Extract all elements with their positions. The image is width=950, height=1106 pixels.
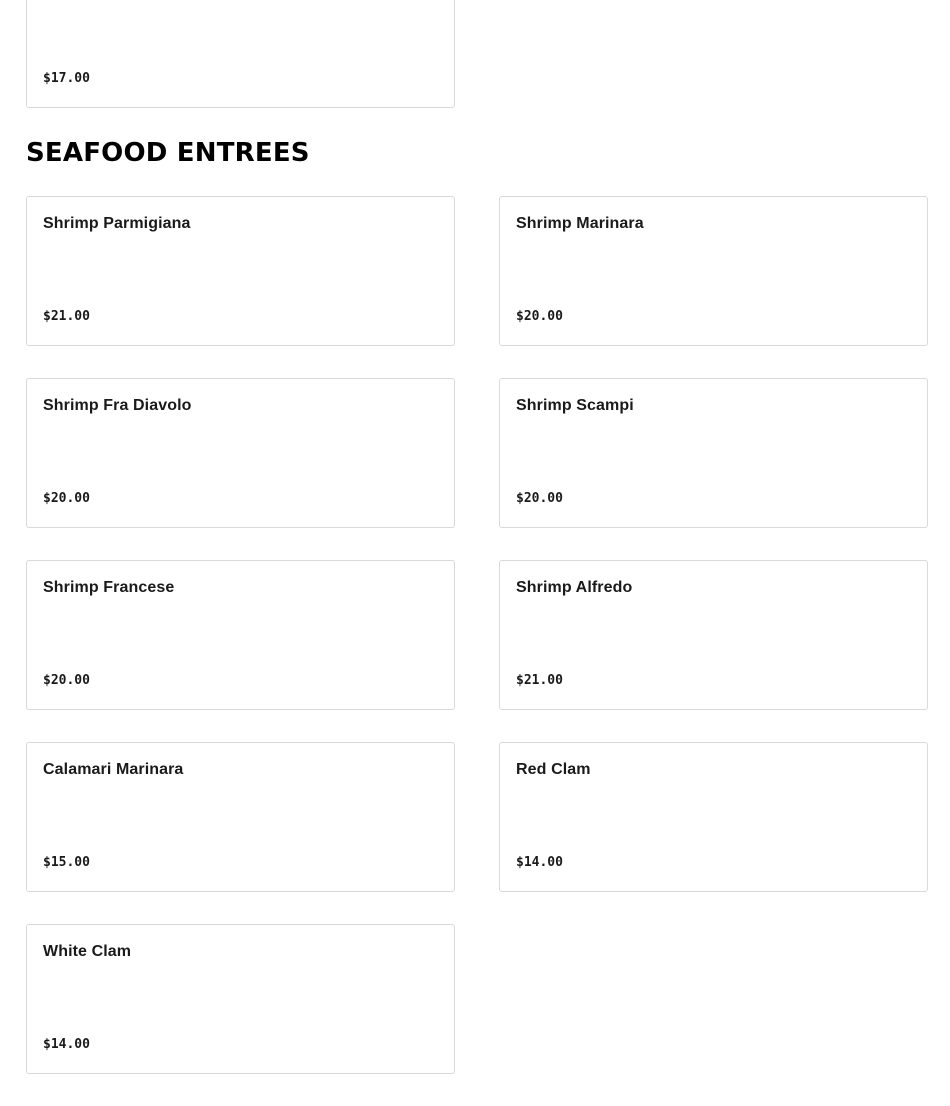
menu-item-price: $14.00 bbox=[43, 1037, 90, 1052]
menu-item-card[interactable] bbox=[499, 196, 928, 346]
menu-item-price: $15.00 bbox=[43, 855, 90, 870]
menu-item-price: $21.00 bbox=[43, 309, 90, 324]
menu-item-price: $20.00 bbox=[516, 309, 563, 324]
menu-item-name: Calamari Marinara bbox=[43, 761, 184, 778]
menu-item-name: Shrimp Fra Diavolo bbox=[43, 397, 192, 414]
menu-item-name: Shrimp Francese bbox=[43, 579, 175, 596]
menu-item-price: $20.00 bbox=[43, 673, 90, 688]
menu-item-card[interactable] bbox=[26, 196, 455, 346]
menu-item-name: Shrimp Parmigiana bbox=[43, 215, 191, 232]
menu-item-name: White Clam bbox=[43, 943, 132, 960]
menu-item-card[interactable] bbox=[499, 560, 928, 710]
menu-item-card[interactable] bbox=[26, 0, 455, 108]
menu-item-card[interactable] bbox=[499, 742, 928, 892]
menu-item-name: Red Clam bbox=[516, 761, 591, 778]
menu-item-card[interactable] bbox=[26, 924, 455, 1074]
menu-item-price: $20.00 bbox=[516, 491, 563, 506]
menu-item-card[interactable] bbox=[26, 742, 455, 892]
menu-item-price: $14.00 bbox=[516, 855, 563, 870]
menu-item-card[interactable] bbox=[26, 378, 455, 528]
menu-item-name: Shrimp Alfredo bbox=[516, 579, 633, 596]
section-title-seafood-entrees: SEAFOOD ENTREES bbox=[26, 138, 310, 168]
menu-item-name: Shrimp Scampi bbox=[516, 397, 634, 414]
menu-item-card[interactable] bbox=[499, 378, 928, 528]
menu-item-price: $17.00 bbox=[43, 71, 90, 86]
menu-item-price: $21.00 bbox=[516, 673, 563, 688]
menu-item-name: Shrimp Marinara bbox=[516, 215, 644, 232]
menu-item-card[interactable] bbox=[26, 560, 455, 710]
menu-item-price: $20.00 bbox=[43, 491, 90, 506]
